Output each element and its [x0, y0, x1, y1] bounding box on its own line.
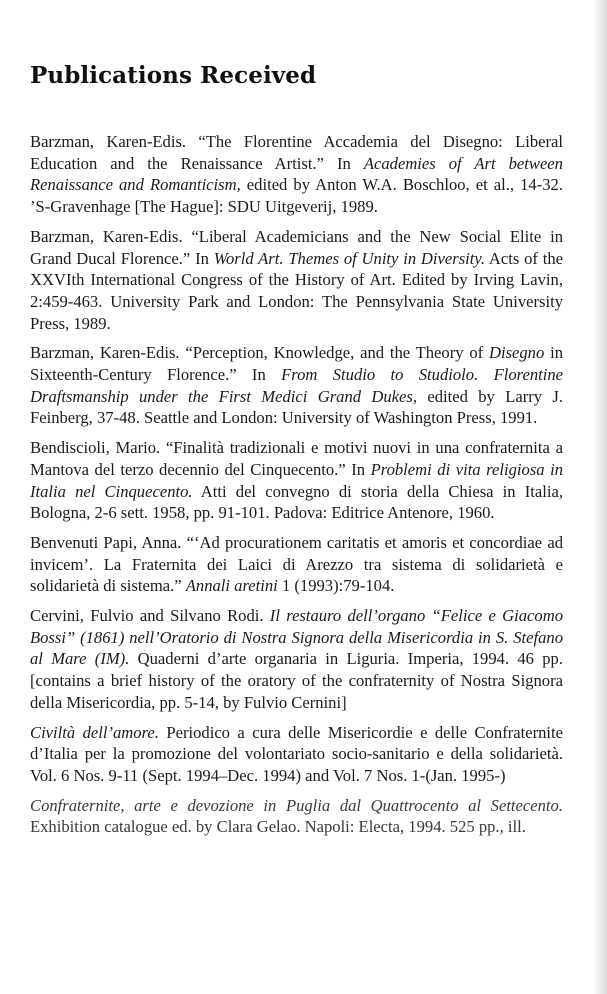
citation-text: Exhibition catalogue ed. by Clara Gelao. Napoli: Electa, 1994. 525 pp., ill.	[30, 817, 526, 837]
citation-text: edited by Anton W.A. Boschloo, et al., 14-32. ’S-Gravenhage [The Hague]: SDU Uitgeverij, 1989.	[30, 175, 563, 217]
citation-text: edited by Larry J. Feinberg, 37-48. Seattle and London: University of Washington Press, 1991.	[30, 386, 563, 428]
citation-text: Barzman, Karen-Edis. “Perception, Knowledge, and the Theory of	[30, 343, 489, 363]
citation-text: Benvenuti Papi, Anna. “‘Ad procurationem caritatis et amoris et concordiae ad invicem’. La Fraternita dei Laici di Arezzo tra sistema di solidarietà e solidarietà di sistema.”	[30, 532, 563, 596]
publication-entry	[30, 437, 563, 524]
page-title: Publications Received	[30, 62, 317, 89]
publication-entry	[30, 605, 563, 714]
citation-text: Bendiscioli, Mario. “Finalità tradizionali e motivi nuovi in una confraternita a Mantova del terzo decennio del Cinquecento.” In	[30, 438, 563, 479]
citation-text: in Sixteenth-Century Florence.” In	[30, 343, 563, 385]
publication-entry	[30, 342, 563, 429]
publication-entry	[30, 795, 563, 838]
italic-title-text: Academies of Art between Renaissance and Romanticism,	[30, 153, 563, 195]
publication-entry	[30, 226, 563, 335]
italic-title-text: Confraternite, arte e devozione in Puglia dal Quattrocento al Settecento.	[30, 795, 563, 815]
citation-text: Cervini, Fulvio and Silvano Rodi.	[30, 606, 270, 626]
publication-list	[30, 131, 563, 846]
citation-text: Periodico a cura delle Misericordie e delle Confraternite d’Italia per la promozione del volontariato socio-sanitario e della solidarietà. Vol. 6 Nos. 9-11 (Sept. 1994–Dec. 1994) and Vol. 7 Nos. 1-(Jan. 1995-)	[30, 722, 563, 785]
citation-text: Barzman, Karen-Edis. “The Florentine Accademia del Disegno: Liberal Education and the Renaissance Artist.” In	[30, 132, 563, 173]
citation-text: Acts of the XXVIth International Congress of the History of Art. Edited by Irving Lavin, 2:459-463. University Park and London: The Pennsylvania State University Press, 1989.	[30, 248, 563, 333]
italic-title-text: World Art. Themes of Unity in Diversity.	[213, 248, 485, 268]
italic-title-text: Disegno	[488, 343, 545, 363]
italic-title-text: From Studio to Studiolo. Florentine Draftsmanship under the First Medici Grand Dukes,	[30, 365, 563, 406]
citation-text: Quaderni d’arte organaria in Liguria. Imperia, 1994. 46 pp. [contains a brief history of the oratory of the confraternity of Nostra Signora della Misericordia, pp. 5-14, by Fulvio Cernini]	[30, 649, 563, 712]
citation-text: Barzman, Karen-Edis. “Liberal Academicians and the New Social Elite in Grand Ducal Florence.” In	[30, 226, 563, 268]
italic-title-text: Annali aretini	[185, 576, 278, 596]
italic-title-text: Il restauro dell’organo “Felice e Giacomo Bossi” (1861) nell’Oratorio di Nostra Signora della Misericordia in S. Stefano al Mare (IM).	[30, 606, 563, 669]
publication-entry	[30, 131, 563, 218]
citation-text: Atti del convegno di storia della Chiesa in Italia, Bologna, 2-6 sett. 1958, pp. 91-101. Padova: Editrice Antenore, 1960.	[30, 481, 563, 523]
italic-title-text: Civiltà dell’amore.	[30, 722, 159, 742]
citation-text: 1 (1993):79-104.	[277, 576, 395, 596]
publication-entry	[30, 722, 563, 787]
publication-entry	[30, 532, 563, 597]
page-edge-shadow	[593, 0, 607, 994]
italic-title-text: Problemi di vita religiosa in Italia nel Cinquecento.	[30, 459, 563, 501]
